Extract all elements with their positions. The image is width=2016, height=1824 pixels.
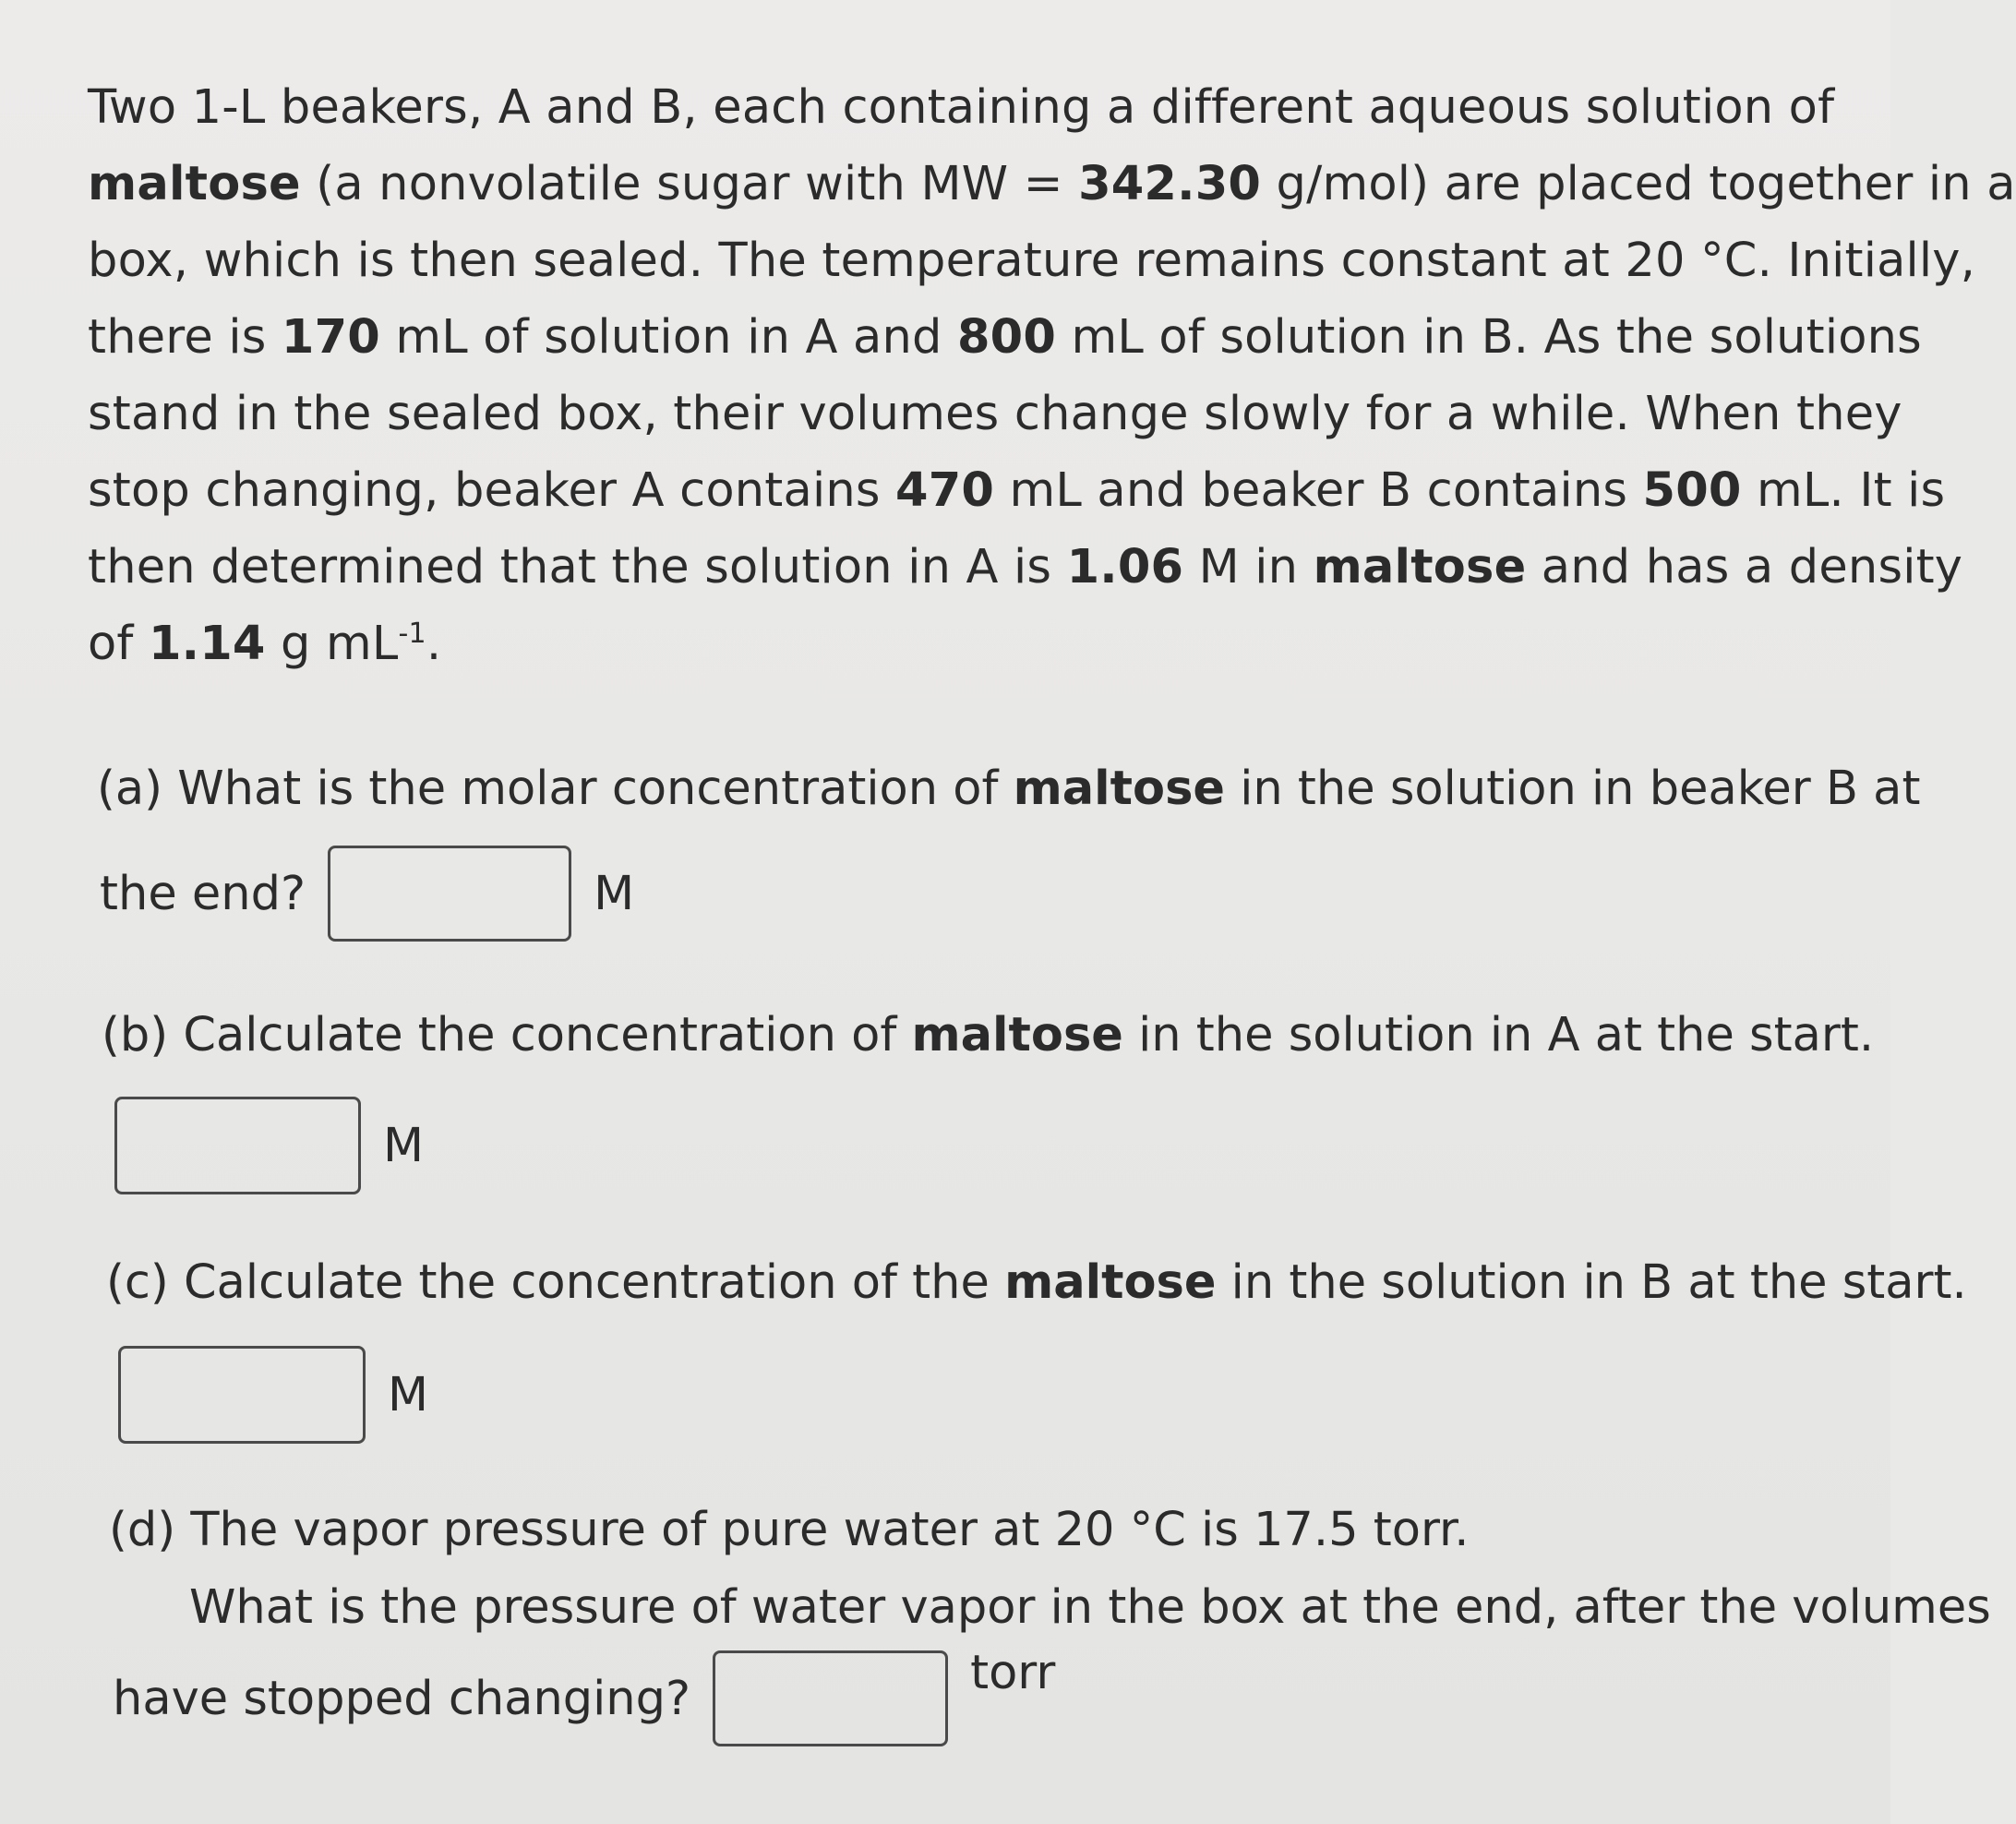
statement-line <box>88 452 1946 529</box>
part-a-text: the end? <box>100 866 306 921</box>
statement-text: mL of solution in A and <box>379 310 957 365</box>
part-d-unit: torr <box>970 1645 1056 1700</box>
part-b-prompt <box>102 1008 1874 1062</box>
statement-text: box, which is then sealed. The temperature remains constant at 20 °C. Initially, <box>88 234 1976 288</box>
superscript: -1 <box>398 618 426 650</box>
part-a-text: (a) What is the molar concentration of <box>97 762 1014 816</box>
statement-text: . <box>426 617 442 671</box>
part-d-text: (d) The vapor pressure of pure water at 20 °C is 17.5 torr. <box>109 1503 1470 1557</box>
part-b-text: in the solution in A at the start. <box>1122 1008 1875 1062</box>
bold-value: 1.14 <box>148 617 266 671</box>
bold-value: 342.30 <box>1078 157 1262 211</box>
statement-text: stand in the sealed box, their volumes change slowly for a while. When they <box>88 387 1902 441</box>
statement-text: of <box>88 617 149 671</box>
part-c-answer-input[interactable] <box>118 1346 366 1444</box>
part-d-prompt-line1 <box>109 1503 1470 1557</box>
statement-line <box>88 299 1922 376</box>
statement-text: M in <box>1183 540 1314 594</box>
part-d-answer-input[interactable] <box>713 1650 948 1746</box>
statement-line <box>88 69 1860 146</box>
part-d-text: have stopped changing? <box>113 1671 691 1726</box>
part-a-unit: M <box>594 866 635 921</box>
part-b-answer-row <box>114 1097 424 1194</box>
bold-value: 470 <box>895 463 995 518</box>
bold-value: 1.06 <box>1066 540 1184 594</box>
statement-line <box>88 222 1976 299</box>
bold-value: 500 <box>1642 463 1742 518</box>
statement-line <box>88 376 1902 452</box>
part-d-text: What is the pressure of water vapor in the box at the end, after the volumes <box>189 1580 1991 1635</box>
bold-term: maltose <box>1013 762 1226 816</box>
statement-line <box>88 146 2016 222</box>
statement-text: then determined that the solution in A is <box>88 540 1067 594</box>
bold-term: maltose <box>911 1008 1123 1062</box>
bold-value: 170 <box>281 310 380 365</box>
problem-statement <box>88 69 2016 682</box>
statement-line <box>88 529 1963 606</box>
part-a-prompt <box>97 762 1920 816</box>
part-c-text: (c) Calculate the concentration of the <box>106 1255 1005 1310</box>
part-d-prompt-line2 <box>189 1580 1991 1635</box>
part-c-prompt <box>106 1255 1967 1310</box>
bold-term: maltose <box>88 157 301 211</box>
statement-text: there is <box>88 310 282 365</box>
bold-term: maltose <box>1004 1255 1217 1310</box>
part-c-text: in the solution in B at the start. <box>1216 1255 1967 1310</box>
statement-text: g/mol) are placed together in a <box>1261 157 2016 211</box>
statement-text: g mL <box>265 617 399 671</box>
part-b-unit: M <box>383 1118 425 1173</box>
statement-line <box>88 606 1860 682</box>
statement-text: (a nonvolatile sugar with MW = <box>300 157 1079 211</box>
part-a-text: in the solution in beaker B at <box>1225 762 1921 816</box>
part-a-answer-input[interactable] <box>328 846 571 942</box>
statement-text: mL. It is <box>1741 463 1946 518</box>
part-a-answer-row <box>100 846 634 942</box>
part-c-unit: M <box>388 1367 429 1422</box>
statement-text: and has a density <box>1526 540 1963 594</box>
statement-text: stop changing, beaker A contains <box>88 463 896 518</box>
part-b-answer-input[interactable] <box>114 1097 361 1194</box>
bold-term: maltose <box>1313 540 1527 594</box>
part-d-answer-row <box>113 1645 1056 1746</box>
bold-value: 800 <box>956 310 1057 365</box>
statement-text: Two 1-L beakers, A and B, each containing a different aqueous solution of <box>88 80 1835 135</box>
statement-text: mL and beaker B contains <box>994 463 1643 518</box>
part-b-text: (b) Calculate the concentration of <box>102 1008 912 1062</box>
statement-text: mL of solution in B. As the solutions <box>1056 310 1922 365</box>
part-c-answer-row <box>118 1346 428 1444</box>
